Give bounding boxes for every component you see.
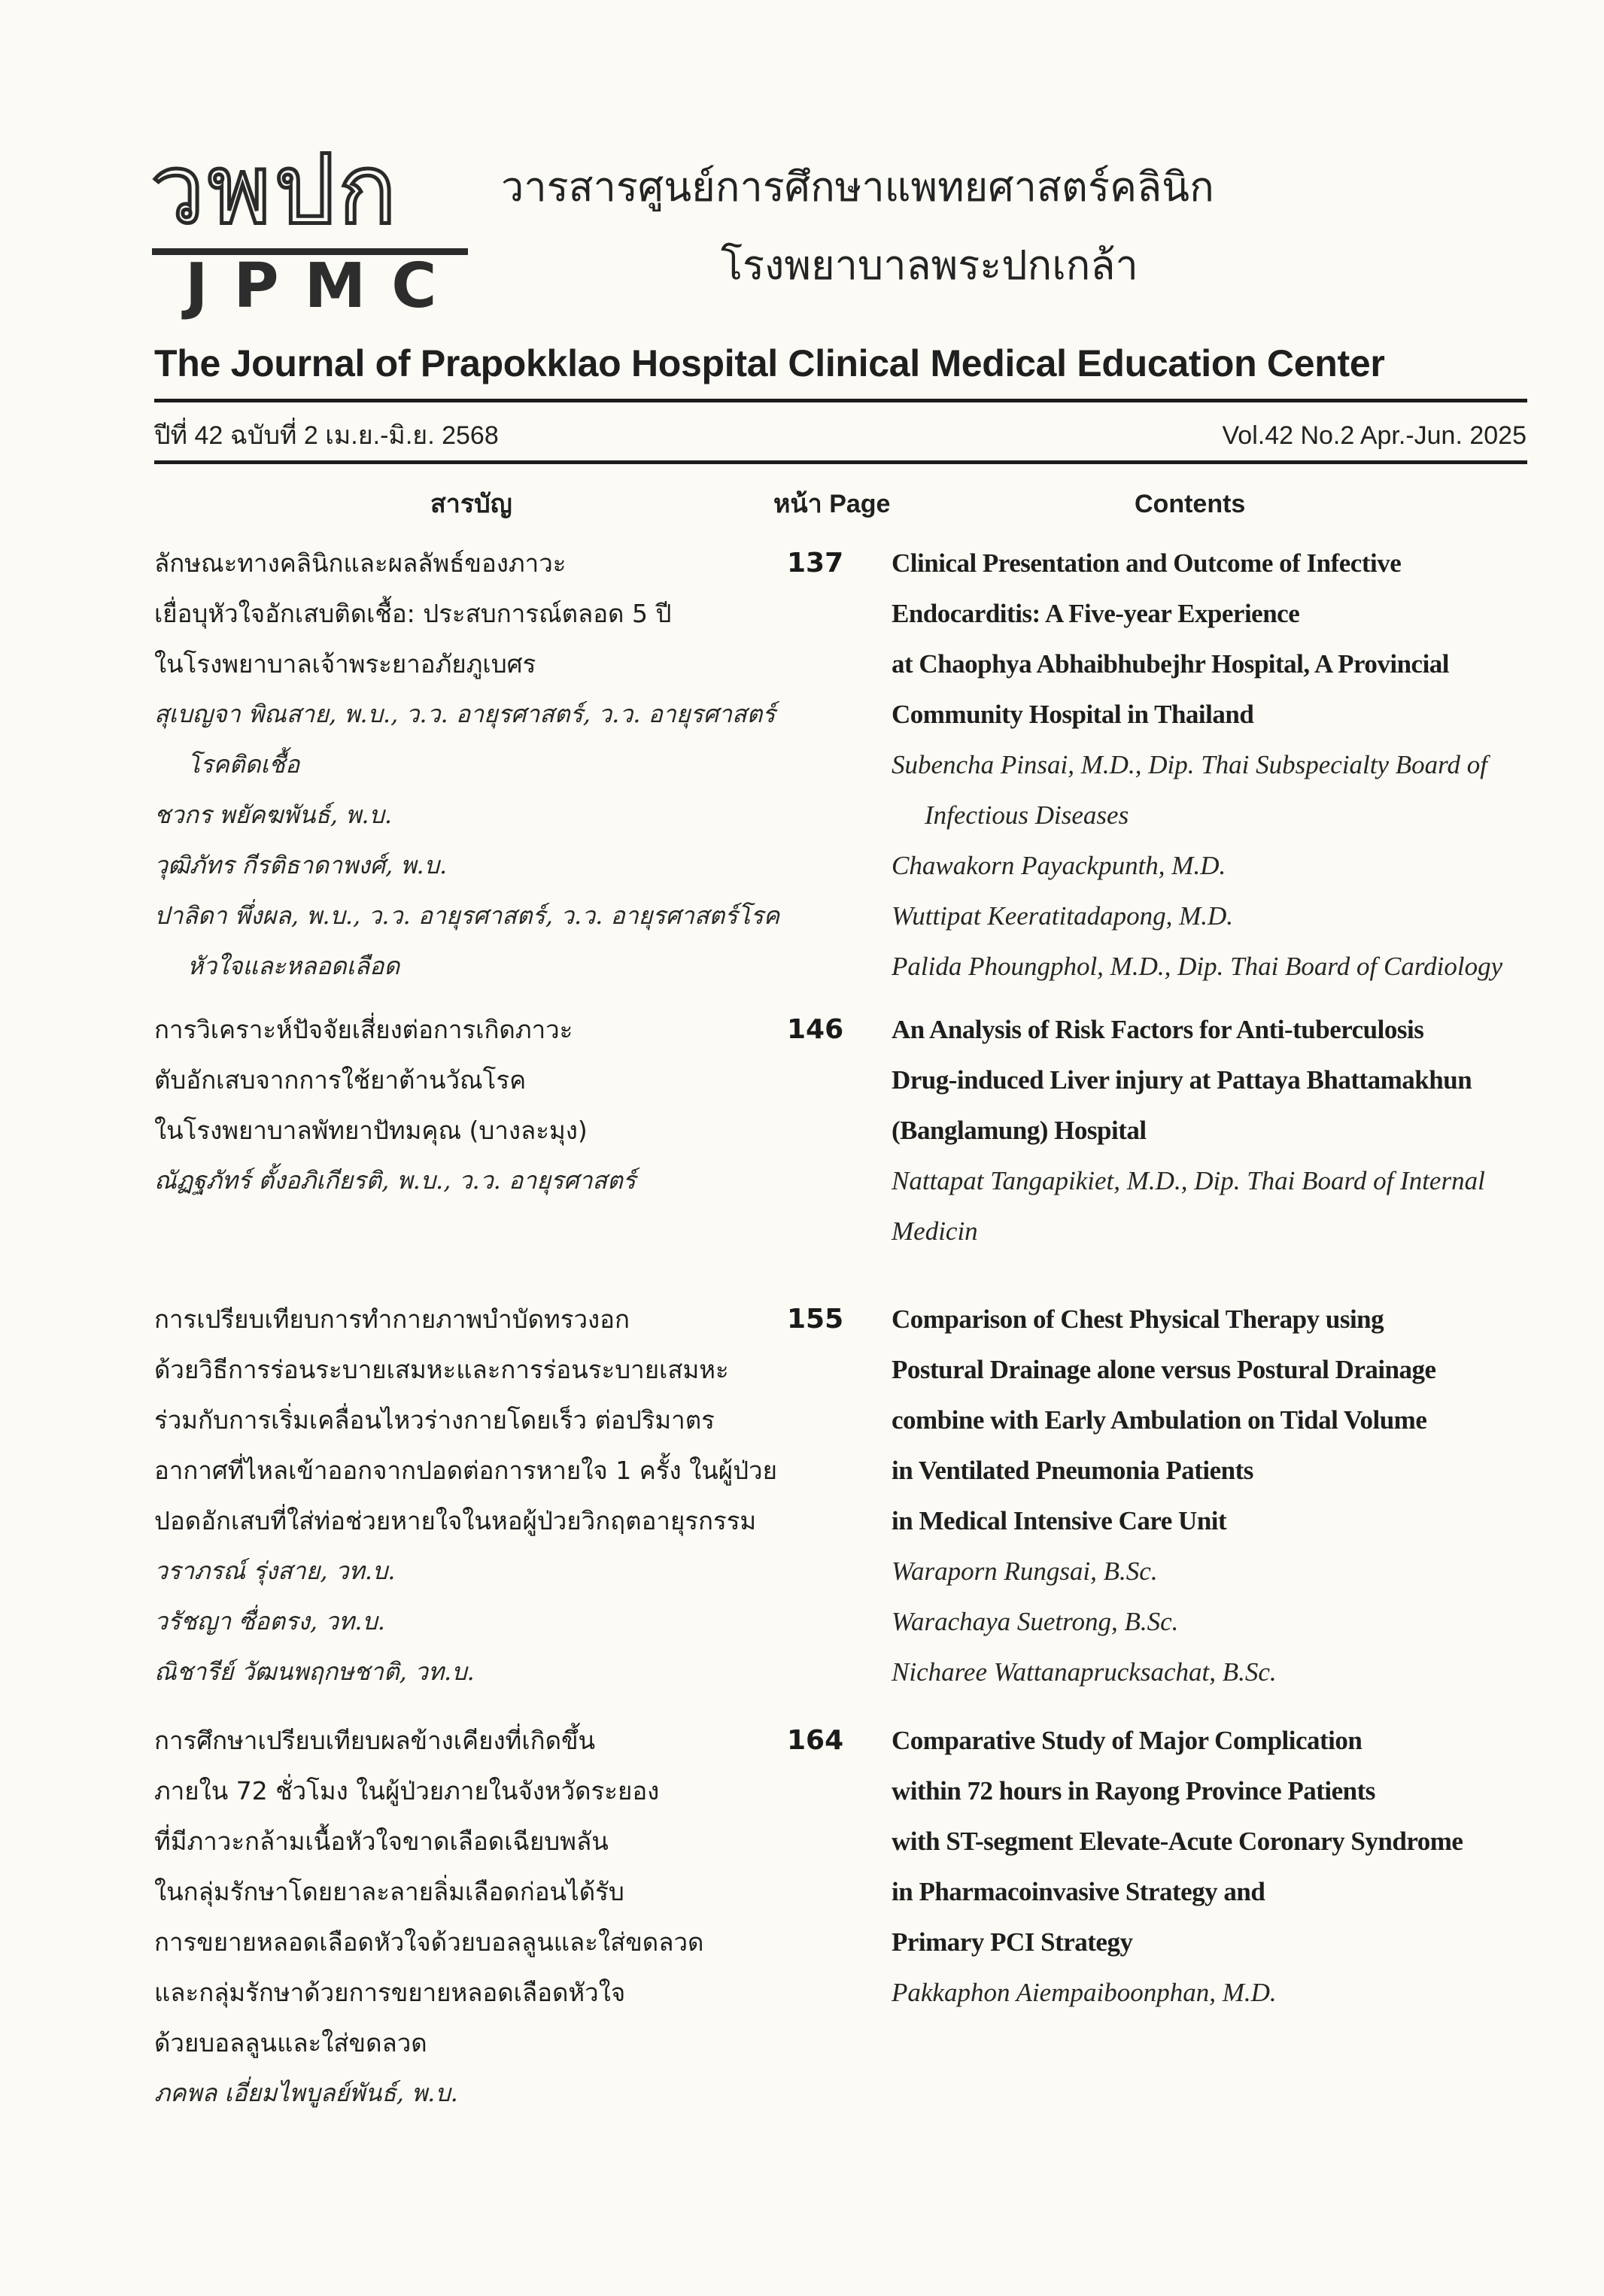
article-title-thai-line[interactable]: ในโรงพยาบาลเจ้าพระยาอภัยภูเบศร: [154, 649, 536, 679]
article-author-thai-line: วราภรณ์ รุ่งสาย, วท.บ.: [154, 1556, 396, 1585]
article-title-english-line[interactable]: An Analysis of Risk Factors for Anti-tuberculosis: [892, 1015, 1424, 1044]
article-title-english-line[interactable]: Drug-induced Liver injury at Pattaya Bhattamakhun: [892, 1065, 1472, 1095]
article-author-thai-line: วรัชญา ซื่อตรง, วท.บ.: [154, 1607, 385, 1635]
article-author-english-line: Wuttipat Keeratitadapong, M.D.: [892, 901, 1234, 931]
journal-title-english: The Journal of Prapokklao Hospital Clinical Medical Education Center: [154, 342, 1385, 384]
article-title-english-line[interactable]: (Banglamung) Hospital: [892, 1116, 1147, 1145]
toc-entry-thai: [154, 1715, 831, 2118]
page-number[interactable]: 164: [787, 1725, 844, 1756]
article-title-thai-line[interactable]: ด้วยบอลลูนและใส่ขดลวด: [154, 2028, 427, 2058]
article-title-thai-line[interactable]: ด้วยวิธีการร่อนระบายเสมหะและการร่อนระบายเสมหะ: [154, 1355, 729, 1384]
article-author-english-line: Warachaya Suetrong, B.Sc.: [892, 1607, 1179, 1636]
column-heading-page: หน้า Page: [773, 490, 891, 518]
toc-entry-english: [892, 1294, 1584, 1697]
toc-entry-english: [892, 1715, 1584, 2018]
article-title-english-line[interactable]: at Chaophya Abhaibhubejhr Hospital, A Provincial: [892, 649, 1450, 679]
article-title-thai-line[interactable]: อากาศที่ไหลเข้าออกจากปอดต่อการหายใจ 1 ครั้ง ในผู้ป่วย: [154, 1456, 777, 1485]
article-title-english-line[interactable]: in Ventilated Pneumonia Patients: [892, 1456, 1253, 1485]
article-author-english-line: Chawakorn Payackpunth, M.D.: [892, 851, 1226, 880]
article-title-thai-line[interactable]: การขยายหลอดเลือดหัวใจด้วยบอลลูนและใส่ขดลวด: [154, 1927, 704, 1957]
article-title-english-line[interactable]: Comparison of Chest Physical Therapy using: [892, 1304, 1384, 1334]
article-title-english-line[interactable]: Comparative Study of Major Complication: [892, 1726, 1362, 1755]
article-title-thai-line[interactable]: ในโรงพยาบาลพัทยาปัทมคุณ (บางละมุง): [154, 1116, 588, 1145]
article-author-english-line: Nattapat Tangapikiet, M.D., Dip. Thai Board of Internal: [892, 1166, 1485, 1195]
article-title-thai-line[interactable]: ในกลุ่มรักษาโดยยาละลายลิ่มเลือดก่อนได้รับ: [154, 1877, 624, 1906]
page-number[interactable]: 146: [787, 1014, 844, 1045]
article-title-thai-line[interactable]: การเปรียบเทียบการทำกายภาพบำบัดทรวงอก: [154, 1304, 630, 1334]
column-heading-english-contents: Contents: [1135, 490, 1246, 518]
journal-title-thai-line-1: วารสารศูนย์การศึกษาแพทยศาสตร์คลินิก: [501, 163, 1214, 211]
header-rule-bottom: [154, 460, 1527, 464]
article-title-thai-line[interactable]: ตับอักเสบจากการใช้ยาต้านวัณโรค: [154, 1065, 527, 1095]
article-title-english-line[interactable]: with ST-segment Elevate-Acute Coronary Syndrome: [892, 1827, 1463, 1856]
toc-entry-thai: [154, 538, 831, 992]
article-title-english-line[interactable]: Endocarditis: A Five-year Experience: [892, 599, 1300, 628]
page-number[interactable]: 137: [787, 548, 844, 579]
article-author-english-line: Medicin: [892, 1216, 978, 1246]
article-title-thai-line[interactable]: ปอดอักเสบที่ใส่ท่อช่วยหายใจในหอผู้ป่วยวิกฤตอายุรกรรม: [154, 1506, 757, 1535]
article-author-english-line: Nicharee Wattanaprucksachat, B.Sc.: [892, 1657, 1277, 1687]
issue-info-thai: ปีที่ 42 ฉบับที่ 2 เม.ย.-มิ.ย. 2568: [154, 421, 499, 450]
article-title-thai-line[interactable]: การวิเคราะห์ปัจจัยเสี่ยงต่อการเกิดภาวะ: [154, 1015, 573, 1044]
article-author-thai-line: วุฒิภัทร กีรติธาดาพงศ์, พ.บ.: [154, 851, 448, 879]
article-author-thai-line: ชวกร พยัคฆพันธ์, พ.บ.: [154, 800, 393, 829]
article-title-thai-line[interactable]: การศึกษาเปรียบเทียบผลข้างเคียงที่เกิดขึ้น: [154, 1726, 596, 1755]
article-author-thai-line: สุเบญจา พิณสาย, พ.บ., ว.ว. อายุรศาสตร์, ว.ว. อายุรศาสตร์: [154, 700, 776, 728]
article-title-thai-line[interactable]: และกลุ่มรักษาด้วยการขยายหลอดเลือดหัวใจ: [154, 1978, 626, 2007]
toc-entry-english: [892, 538, 1584, 992]
article-title-english-line[interactable]: Community Hospital in Thailand: [892, 700, 1254, 729]
column-heading-thai-contents: สารบัญ: [430, 490, 512, 518]
article-author-thai-line: ณิชารีย์ วัฒนพฤกษชาติ, วท.บ.: [154, 1657, 475, 1686]
journal-logo-en: JPMC: [185, 251, 463, 322]
issue-info-english: Vol.42 No.2 Apr.-Jun. 2025: [1222, 421, 1527, 450]
journal-title-thai-line-2: โรงพยาบาลพระปกเกล้า: [721, 241, 1138, 289]
article-author-english-line: Palida Phoungphol, M.D., Dip. Thai Board of Cardiology: [892, 952, 1503, 981]
page-number[interactable]: 155: [787, 1304, 844, 1335]
article-title-english-line[interactable]: combine with Early Ambulation on Tidal Volume: [892, 1405, 1427, 1435]
header-rule-top: [154, 399, 1527, 402]
article-author-thai-line: ภคพล เอี่ยมไพบูลย์พันธ์, พ.บ.: [154, 2079, 458, 2107]
article-author-english-line: Waraporn Rungsai, B.Sc.: [892, 1556, 1158, 1586]
journal-logo-thai: วพปก: [150, 134, 399, 246]
article-author-thai-line: ปาลิดา พึ่งผล, พ.บ., ว.ว. อายุรศาสตร์, ว.ว. อายุรศาสตร์โรค: [154, 901, 780, 930]
toc-entry-english: [892, 1004, 1584, 1256]
article-author-thai-line: ณัฏฐภัทร์ ตั้งอภิเกียรติ, พ.บ., ว.ว. อายุรศาสตร์: [154, 1166, 636, 1195]
article-title-english-line[interactable]: Clinical Presentation and Outcome of Infective: [892, 548, 1402, 578]
article-title-thai-line[interactable]: เยื่อบุหัวใจอักเสบติดเชื้อ: ประสบการณ์ตลอด 5 ปี: [154, 599, 672, 628]
article-author-english-line: Pakkaphon Aiempaiboonphan, M.D.: [892, 1978, 1277, 2007]
article-title-thai-line[interactable]: ร่วมกับการเริ่มเคลื่อนไหวร่างกายโดยเร็ว ต่อปริมาตร: [154, 1405, 715, 1435]
article-title-english-line[interactable]: within 72 hours in Rayong Province Patients: [892, 1776, 1375, 1806]
article-title-english-line[interactable]: Postural Drainage alone versus Postural Drainage: [892, 1355, 1436, 1384]
toc-entry-thai: [154, 1004, 831, 1206]
article-author-thai-line: โรคติดเชื้อ: [187, 750, 300, 779]
article-author-english-line: Infectious Diseases: [925, 800, 1129, 830]
article-author-english-line: Subencha Pinsai, M.D., Dip. Thai Subspecialty Board of: [892, 750, 1487, 779]
article-title-english-line[interactable]: in Pharmacoinvasive Strategy and: [892, 1877, 1265, 1906]
article-title-thai-line[interactable]: ที่มีภาวะกล้ามเนื้อหัวใจขาดเลือดเฉียบพลัน: [154, 1827, 609, 1856]
article-author-thai-line: หัวใจและหลอดเลือด: [187, 952, 400, 980]
article-title-thai-line[interactable]: ภายใน 72 ชั่วโมง ในผู้ป่วยภายในจังหวัดระยอง: [154, 1776, 660, 1806]
article-title-english-line[interactable]: in Medical Intensive Care Unit: [892, 1506, 1227, 1535]
toc-entry-thai: [154, 1294, 831, 1697]
article-title-english-line[interactable]: Primary PCI Strategy: [892, 1927, 1133, 1957]
article-title-thai-line[interactable]: ลักษณะทางคลินิกและผลลัพธ์ของภาวะ: [154, 548, 567, 578]
